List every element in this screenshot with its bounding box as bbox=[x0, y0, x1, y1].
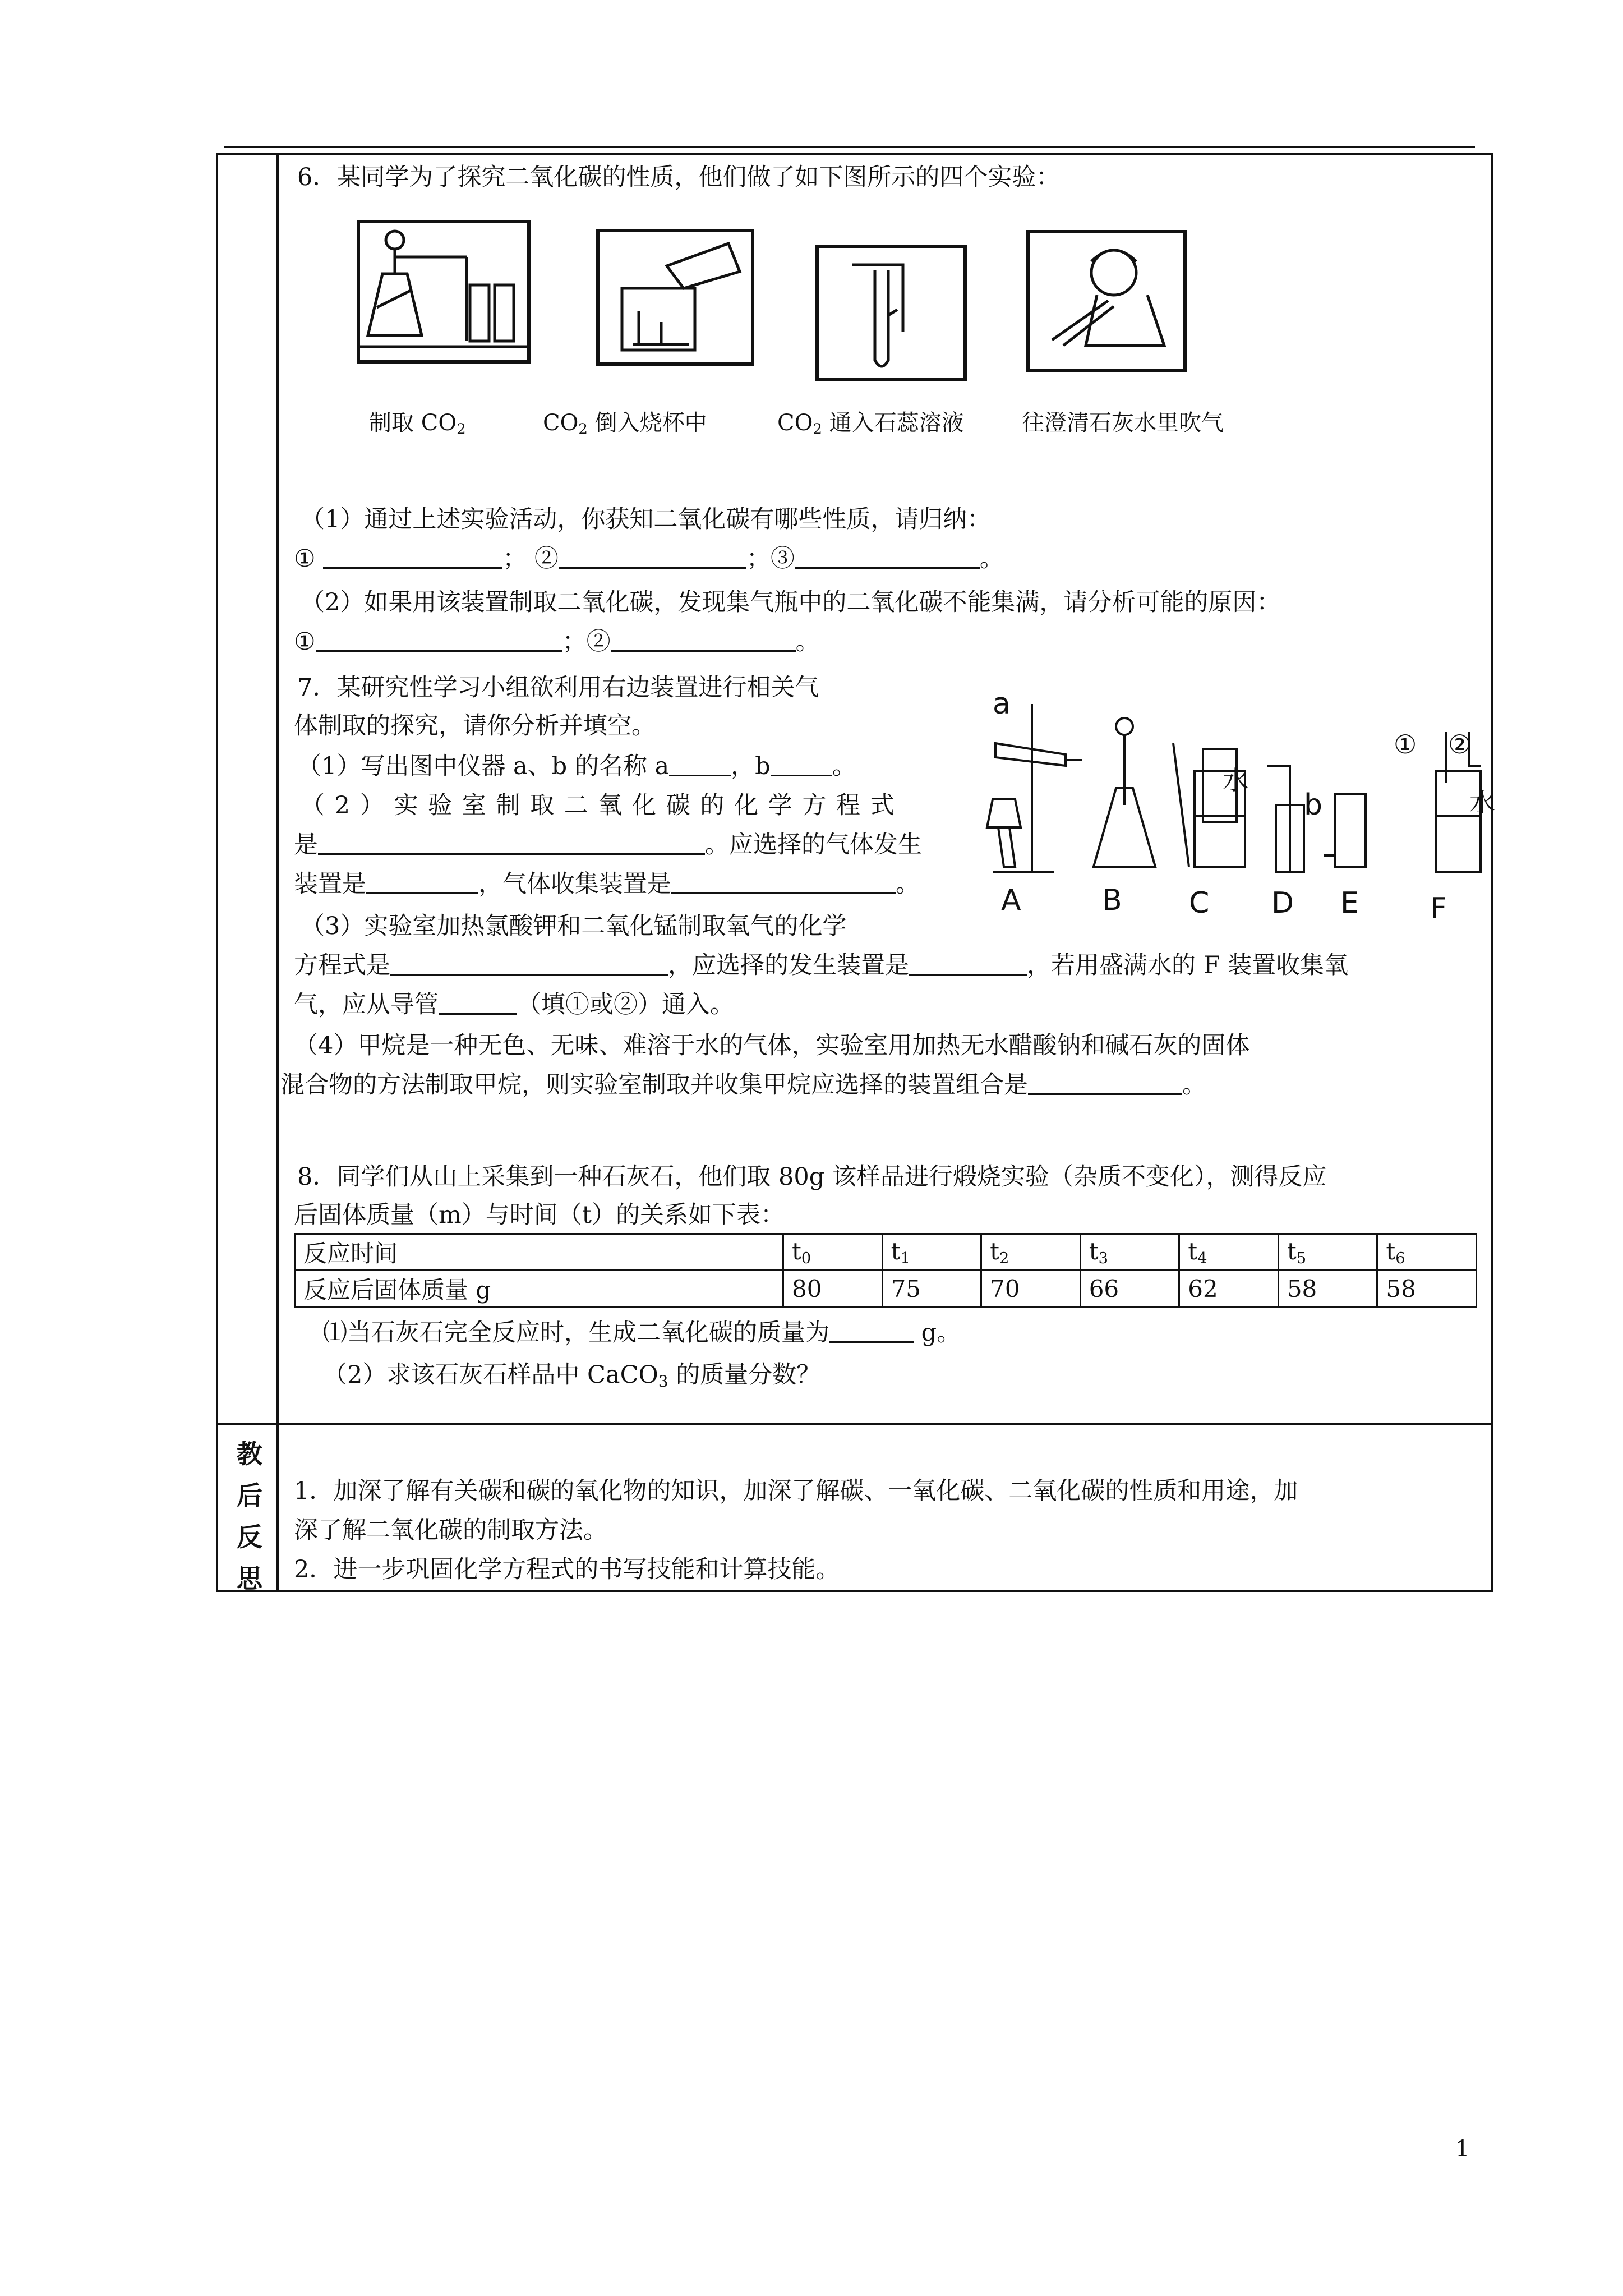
answer-blank[interactable] bbox=[559, 545, 746, 569]
q7-line2: 体制取的探究，请你分析并填空。 bbox=[294, 712, 656, 740]
q6-part2-answers: ① ；② 。 bbox=[294, 628, 820, 656]
q6-intro: 6．某同学为了探究二氧化碳的性质，他们做了如下图所示的四个实验： bbox=[297, 163, 1061, 191]
table-cell: $t_6$ bbox=[1377, 1234, 1477, 1271]
letter-E: E bbox=[1340, 886, 1359, 920]
table-cell: $t_0$ bbox=[783, 1234, 883, 1271]
q7-line5: 是 。应选择的气体发生 bbox=[294, 831, 922, 859]
caption-litmus: $CO_2$ 通入石蕊溶液 bbox=[777, 410, 964, 438]
table-cell: $t_2$ bbox=[981, 1234, 1081, 1271]
q6-part2: （2）如果用该装置制取二氧化碳，发现集气瓶中的二氧化碳不能集满，请分析可能的原因： bbox=[301, 588, 1281, 616]
q8-line1: 8．同学们从山上采集到一种石灰石，他们取 80g 该样品进行煅烧实验（杂质不变化），测得反应 bbox=[297, 1163, 1327, 1191]
answer-blank[interactable] bbox=[390, 951, 668, 976]
table-cell: 66 bbox=[1080, 1271, 1179, 1307]
table-cell: $t_5$ bbox=[1278, 1234, 1377, 1271]
lab-apparatus-icon bbox=[976, 687, 1497, 937]
reflection-line2: 深了解二氧化碳的制取方法。 bbox=[294, 1516, 607, 1544]
label-b: b bbox=[1304, 788, 1323, 822]
letter-F: F bbox=[1430, 892, 1447, 926]
table-cell: 58 bbox=[1377, 1271, 1477, 1307]
caption-breath: 往澄清石灰水里吹气 bbox=[1022, 410, 1224, 436]
table-cell: 58 bbox=[1278, 1271, 1377, 1307]
q7-line11: 混合物的方法制取甲烷，则实验室制取并收集甲烷应选择的装置组合是 。 bbox=[280, 1071, 1206, 1099]
caption-make-co2: 制取 $CO_2$ bbox=[369, 410, 466, 438]
table-cell: 80 bbox=[783, 1271, 883, 1307]
header-rule bbox=[224, 146, 1475, 148]
q8-sub2: （2）求该石灰石样品中 CaCO$_3$ 的质量分数？ bbox=[323, 1361, 821, 1391]
table-cell: $t_3$ bbox=[1080, 1234, 1179, 1271]
answer-blank[interactable] bbox=[771, 752, 832, 776]
answer-blank[interactable] bbox=[671, 870, 896, 894]
answer-blank[interactable] bbox=[611, 628, 796, 652]
table-cell-header: 反应时间 bbox=[295, 1234, 783, 1271]
table-cell: 75 bbox=[882, 1271, 981, 1307]
answer-blank[interactable] bbox=[909, 951, 1027, 976]
table-cell: $t_4$ bbox=[1179, 1234, 1279, 1271]
experiment-figure-make-co2 bbox=[357, 220, 531, 364]
flask-stand-icon bbox=[360, 223, 527, 360]
q8-sub1: ⑴当石灰石完全反应时，生成二氧化碳的质量为 g。 bbox=[323, 1319, 961, 1347]
answer-blank[interactable] bbox=[669, 752, 731, 776]
column-divider bbox=[276, 153, 279, 1592]
label-port-1: ① bbox=[1394, 729, 1417, 760]
answer-blank[interactable] bbox=[323, 545, 502, 569]
row-divider bbox=[216, 1423, 1493, 1425]
label-a: a bbox=[993, 687, 1011, 721]
table-cell: $t_1$ bbox=[882, 1234, 981, 1271]
answer-blank[interactable] bbox=[439, 991, 517, 1015]
answer-blank[interactable] bbox=[795, 545, 980, 569]
q7-line4: （ 2 ） 实 验 室 制 取 二 氧 化 碳 的 化 学 方 程 式 bbox=[301, 792, 896, 820]
table-cell: 70 bbox=[981, 1271, 1081, 1307]
reflection-line1: 1．加深了解有关碳和碳的氧化物的知识，加深了解碳、一氧化碳、二氧化碳的性质和用途，加 bbox=[294, 1477, 1298, 1505]
apparatus-diagram bbox=[976, 687, 1497, 937]
letter-B: B bbox=[1102, 884, 1122, 917]
label-water-f: 水 bbox=[1469, 788, 1495, 818]
test-tube-icon bbox=[819, 248, 963, 378]
table-row-mass bbox=[295, 1271, 1477, 1307]
table-row-time bbox=[295, 1234, 1477, 1271]
person-blowing-icon bbox=[1030, 233, 1183, 369]
letter-A: A bbox=[1001, 884, 1021, 917]
page-number: 1 bbox=[1455, 2136, 1470, 2162]
q7-line9: 气，应从导管 （填①或②）通入。 bbox=[294, 991, 734, 1019]
beaker-pour-icon bbox=[600, 232, 751, 362]
q7-line10: （4）甲烷是一种无色、无味、难溶于水的气体，实验室用加热无水醋酸钠和碱石灰的固体 bbox=[294, 1032, 1250, 1060]
answer-blank[interactable] bbox=[829, 1319, 914, 1343]
experiment-figure-pour-co2 bbox=[596, 229, 754, 366]
reflection-line3: 2．进一步巩固化学方程式的书写技能和计算技能。 bbox=[294, 1556, 840, 1584]
q6-part1-answers: ① ； ② ；③ 。 bbox=[294, 545, 1004, 573]
q6-part1: （1）通过上述实验活动，你获知二氧化碳有哪些性质，请归纳： bbox=[301, 505, 992, 533]
label-water-c: 水 bbox=[1223, 765, 1248, 795]
q7-line1: 7．某研究性学习小组欲利用右边装置进行相关气 bbox=[297, 674, 819, 702]
caption-pour-co2: $CO_2$ 倒入烧杯中 bbox=[543, 410, 707, 438]
answer-blank[interactable] bbox=[318, 831, 705, 855]
experiment-figure-litmus bbox=[815, 245, 967, 381]
answer-blank[interactable] bbox=[366, 870, 478, 894]
q7-line7: （3）实验室加热氯酸钾和二氧化锰制取氧气的化学 bbox=[301, 912, 847, 940]
answer-blank[interactable] bbox=[1028, 1071, 1182, 1095]
reflection-side-label: 教 后 反 思 bbox=[237, 1439, 262, 1594]
experiment-figure-breath bbox=[1026, 230, 1187, 372]
letter-D: D bbox=[1271, 886, 1294, 920]
label-port-2: ② bbox=[1448, 729, 1472, 760]
q7-line6: 装置是 ，气体收集装置是 。 bbox=[294, 870, 920, 898]
mass-time-table bbox=[294, 1233, 1477, 1308]
q7-line8: 方程式是 ，应选择的发生装置是 ，若用盛满水的 F 装置收集氧 bbox=[294, 951, 1349, 979]
q7-line3: （1）写出图中仪器 a、b 的名称 a ，b 。 bbox=[297, 752, 856, 780]
q8-line2: 后固体质量（m）与时间（t）的关系如下表： bbox=[294, 1201, 785, 1229]
table-cell-header: 反应后固体质量 g bbox=[295, 1271, 783, 1307]
table-cell: 62 bbox=[1179, 1271, 1279, 1307]
letter-C: C bbox=[1189, 886, 1210, 920]
answer-blank[interactable] bbox=[316, 628, 562, 652]
